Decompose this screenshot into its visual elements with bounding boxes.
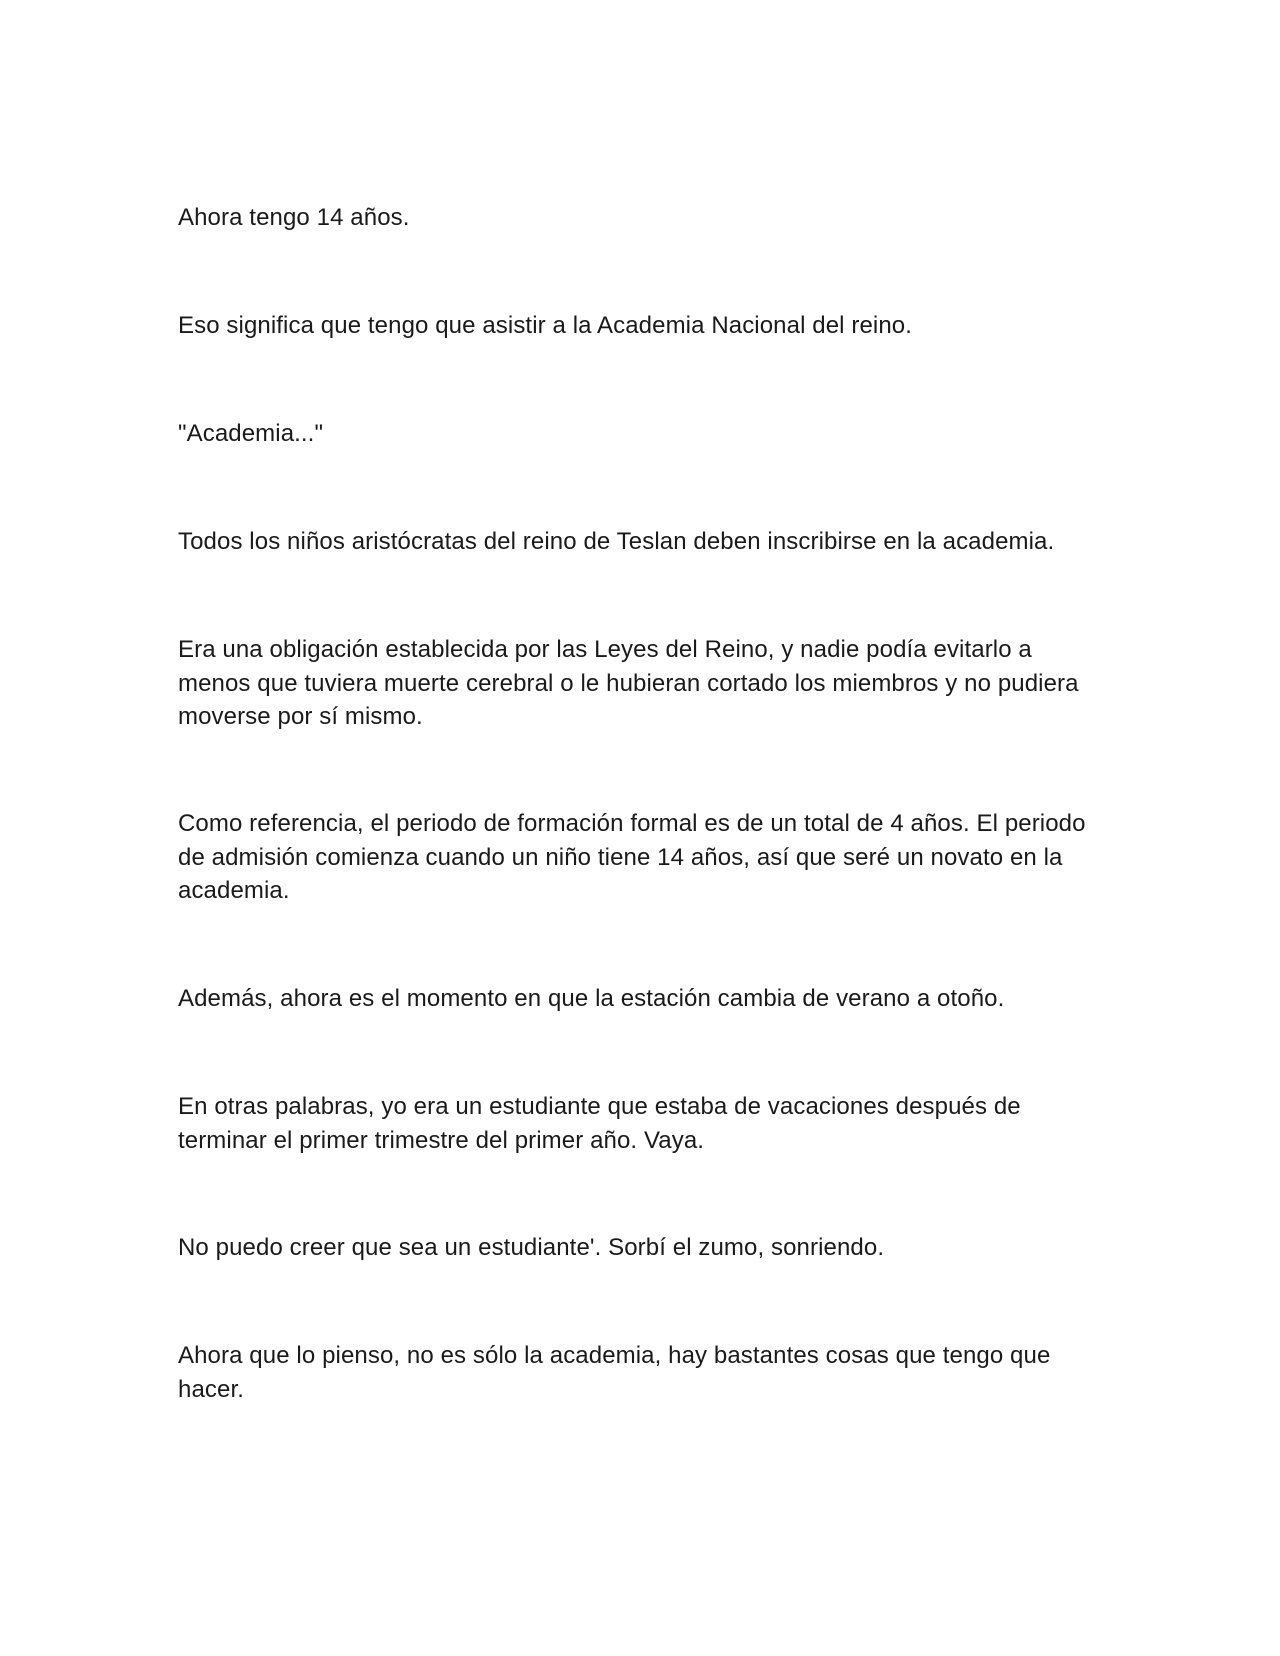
paragraph: No puedo creer que sea un estudiante'. Sorbí el zumo, sonriendo.: [178, 1234, 885, 1261]
paragraph: Ahora que lo pienso, no es sólo la academia, hay bastantes cosas que tengo que hacer.: [178, 1342, 1051, 1403]
paragraph: Como referencia, el periodo de formación formal es de un total de 4 años. El periodo de admisión comienza cuando un niño tiene 14 años, así que seré un novato en la academia.: [178, 810, 1086, 904]
paragraph: En otras palabras, yo era un estudiante que estaba de vacaciones después de terminar el primer trimestre del primer año. Vaya.: [178, 1093, 1021, 1154]
paragraph: Todos los niños aristócratas del reino de Teslan deben inscribirse en la academia.: [178, 528, 1055, 555]
paragraph: Era una obligación establecida por las Leyes del Reino, y nadie podía evitarlo a menos que tuviera muerte cerebral o le hubieran cortado los miembros y no pudiera moverse por sí mismo.: [178, 636, 1079, 730]
paragraph: Ahora tengo 14 años.: [178, 204, 410, 231]
paragraph: Además, ahora es el momento en que la estación cambia de verano a otoño.: [178, 985, 1005, 1012]
paragraph: Eso significa que tengo que asistir a la Academia Nacional del reino.: [178, 312, 913, 339]
paragraph: "Academia...": [178, 420, 324, 447]
